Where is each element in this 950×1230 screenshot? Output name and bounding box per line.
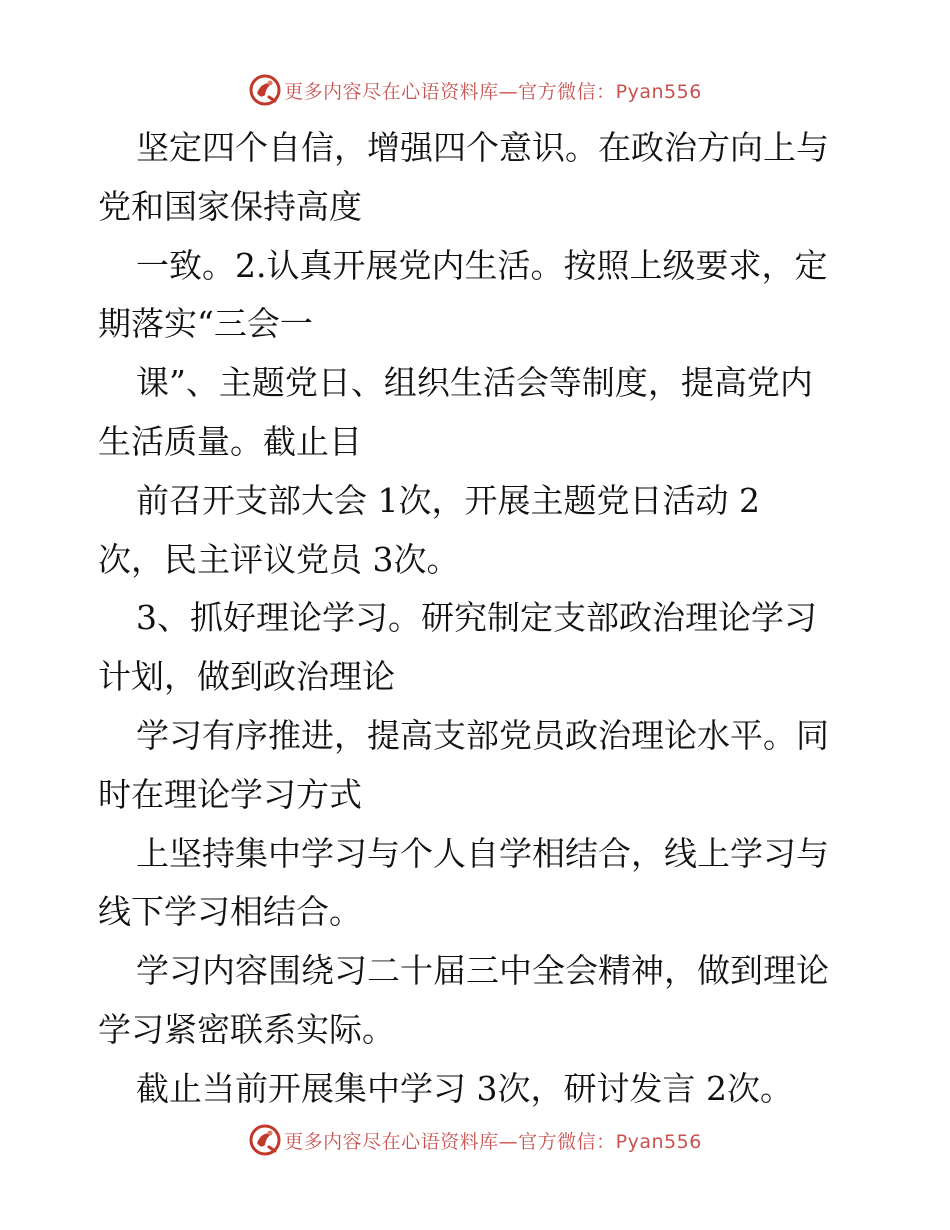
paragraph-line: 学习内容围绕习二十届三中全会精神，做到理论 <box>136 951 829 991</box>
paragraph-line: 次，民主评议党员 3次。 <box>98 539 460 579</box>
footer-banner <box>0 1120 950 1160</box>
paragraph-line: 3、抓好理论学习。研究制定支部政治理论学习 <box>136 598 817 638</box>
paragraph-line: 学习有序推进，提高支部党员政治理论水平。同 <box>136 715 829 755</box>
header-banner <box>0 70 950 110</box>
header-banner-text: 更多内容尽在心语资料库—官方微信：Pyan556 <box>284 80 702 103</box>
paragraph-line: 线下学习相结合。 <box>98 892 362 932</box>
paragraph-line: 学习紧密联系实际。 <box>98 1009 395 1049</box>
paragraph-line: 前召开支部大会 1次，开展主题党日活动 2 <box>136 480 760 520</box>
paragraph-line: 一致。2.认真开展党内生活。按照上级要求，定 <box>136 245 828 285</box>
paragraph-line: 计划，做到政治理论 <box>98 657 395 697</box>
document-body <box>98 119 858 1119</box>
footer-banner-text: 更多内容尽在心语资料库—官方微信：Pyan556 <box>284 1130 702 1153</box>
red-swirl-logo-icon <box>248 73 282 107</box>
paragraph-line: 时在理论学习方式 <box>98 774 362 814</box>
paragraph-line: 生活质量。截止目 <box>98 421 362 461</box>
paragraph-line: 坚定四个自信，增强四个意识。在政治方向上与 <box>136 128 829 167</box>
paragraph-line: 课”、主题党日、组织生活会等制度，提高党内 <box>136 363 813 403</box>
paragraph-line: 期落实“三会一 <box>98 304 313 344</box>
paragraph-line: 截止当前开展集中学习 3次，研讨发言 2次。 <box>136 1068 793 1108</box>
paragraph-line: 上坚持集中学习与个人自学相结合，线上学习与 <box>136 833 829 873</box>
red-swirl-logo-icon <box>248 1123 282 1157</box>
paragraph-line: 党和国家保持高度 <box>98 186 362 226</box>
